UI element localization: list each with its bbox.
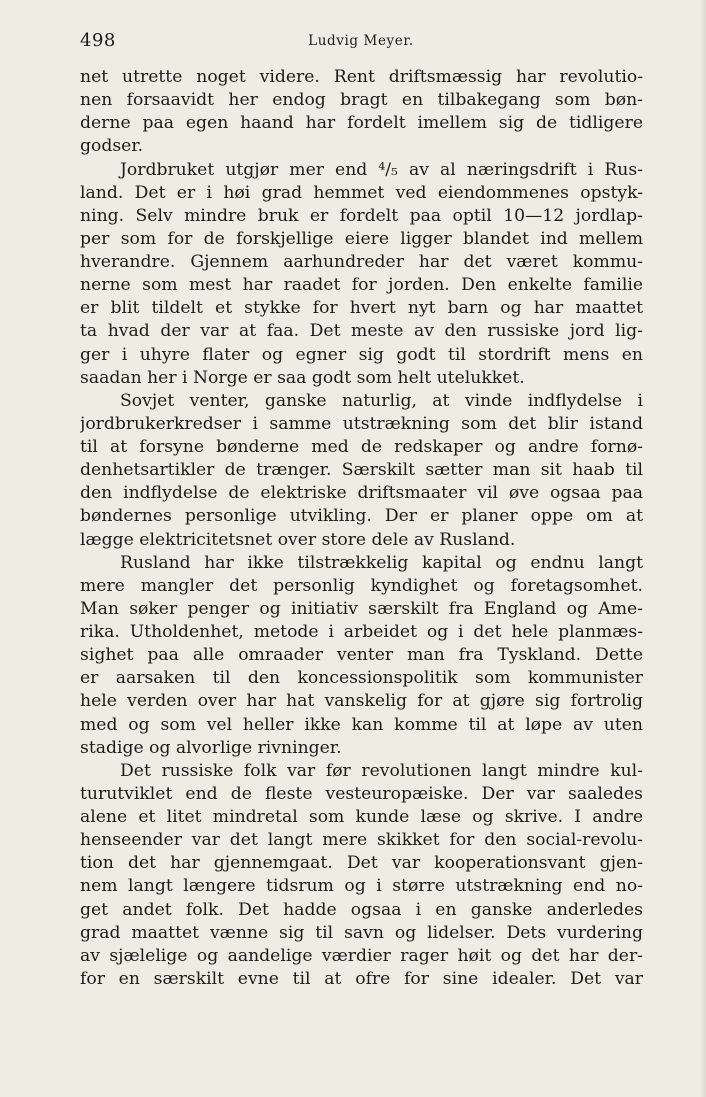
- text-line: sighet paa alle omraader venter man fra Tyskland. Dette: [80, 645, 643, 666]
- text-line: nerne som mest har raadet for jorden. Den enkelte familie: [80, 275, 643, 296]
- text-line: Jordbruket utgjør mer end ⁴/₅ av al næringsdrift i Rus-: [120, 159, 643, 180]
- text-line: derne paa egen haand har fordelt imellem sig de tidligere: [80, 113, 643, 134]
- text-line: nen forsaavidt her endog bragt en tilbakegang som bøn-: [80, 90, 643, 111]
- page-edge-shadow: [700, 0, 706, 1097]
- running-head: Ludvig Meyer.: [308, 33, 414, 49]
- text-line: mere mangler det personlig kyndighet og foretagsomhet.: [80, 575, 643, 596]
- text-line: til at forsyne bønderne med de redskaper og andre fornø-: [80, 437, 643, 457]
- text-line: land. Det er i høi grad hemmet ved eiendommenes opstyk-: [80, 182, 643, 203]
- text-line: er blit tildelt et stykke for hvert nyt barn og har maattet: [80, 298, 643, 319]
- text-line: med og som vel heller ikke kan komme til at løpe av uten: [80, 714, 643, 735]
- text-line: ning. Selv mindre bruk er fordelt paa optil 10—12 jordlap-: [80, 205, 643, 226]
- text-line: bøndernes personlige utvikling. Der er planer oppe om at: [80, 506, 643, 527]
- text-line: henseender var det langt mere skikket for den social-revolu-: [80, 830, 643, 851]
- text-line: alene et litet mindretal som kunde læse og skrive. I andre: [80, 807, 643, 827]
- text-line: av sjælelige og aandelige værdier rager høit og det har der-: [80, 945, 643, 966]
- text-line: grad maattet vænne sig til savn og lidelser. Dets vurdering: [80, 922, 643, 943]
- text-line: ta hvad der var at faa. Det meste av den russiske jord lig-: [80, 321, 643, 342]
- text-line: turutviklet end de fleste vesteuropæiske. Der var saaledes: [80, 783, 643, 804]
- text-line: er aarsaken til den koncessionspolitik som kommunister: [80, 668, 643, 689]
- text-line: net utrette noget videre. Rent driftsmæssig har revolutio-: [80, 67, 643, 87]
- text-line: Rusland har ikke tilstrækkelig kapital og endnu langt: [120, 552, 643, 573]
- text-line: godser.: [80, 136, 144, 157]
- page-header: [80, 30, 642, 56]
- text-line: get andet folk. Det hadde ogsaa i en ganske anderledes: [80, 899, 643, 920]
- text-line: den indflydelse de elektriske driftsmaater vil øve ogsaa paa: [80, 483, 643, 504]
- text-line: hele verden over har hat vanskelig for at gjøre sig fortrolig: [80, 691, 643, 712]
- text-line: for en særskilt evne til at ofre for sine idealer. Det var: [80, 968, 643, 989]
- text-line: saadan her i Norge er saa godt som helt utelukket.: [80, 367, 525, 388]
- text-line: stadige og alvorlige rivninger.: [80, 737, 342, 758]
- text-line: per som for de forskjellige eiere ligger blandet ind mellem: [80, 228, 643, 249]
- page-number: 498: [80, 30, 116, 51]
- text-line: Det russiske folk var før revolutionen langt mindre kul-: [120, 760, 643, 781]
- text-line: jordbrukerkredser i samme utstrækning som det blir istand: [80, 413, 643, 434]
- text-line: nem langt længere tidsrum og i større utstrækning end no-: [80, 876, 643, 897]
- text-line: rika. Utholdenhet, metode i arbeidet og i det hele planmæs-: [80, 622, 643, 642]
- body-text: [80, 66, 643, 991]
- text-line: denhetsartikler de trænger. Særskilt sætter man sit haab til: [80, 460, 643, 481]
- text-line: tion det har gjennemgaat. Det var kooperationsvant gjen-: [80, 853, 643, 874]
- text-line: ger i uhyre flater og egner sig godt til stordrift mens en: [80, 344, 643, 365]
- text-line: hverandre. Gjennem aarhundreder har det været kommu-: [80, 252, 643, 272]
- text-line: lægge elektricitetsnet over store dele av Rusland.: [80, 529, 516, 550]
- text-line: Man søker penger og initiativ særskilt fra England og Ame-: [80, 598, 643, 619]
- text-line: Sovjet venter, ganske naturlig, at vinde indflydelse i: [120, 390, 643, 411]
